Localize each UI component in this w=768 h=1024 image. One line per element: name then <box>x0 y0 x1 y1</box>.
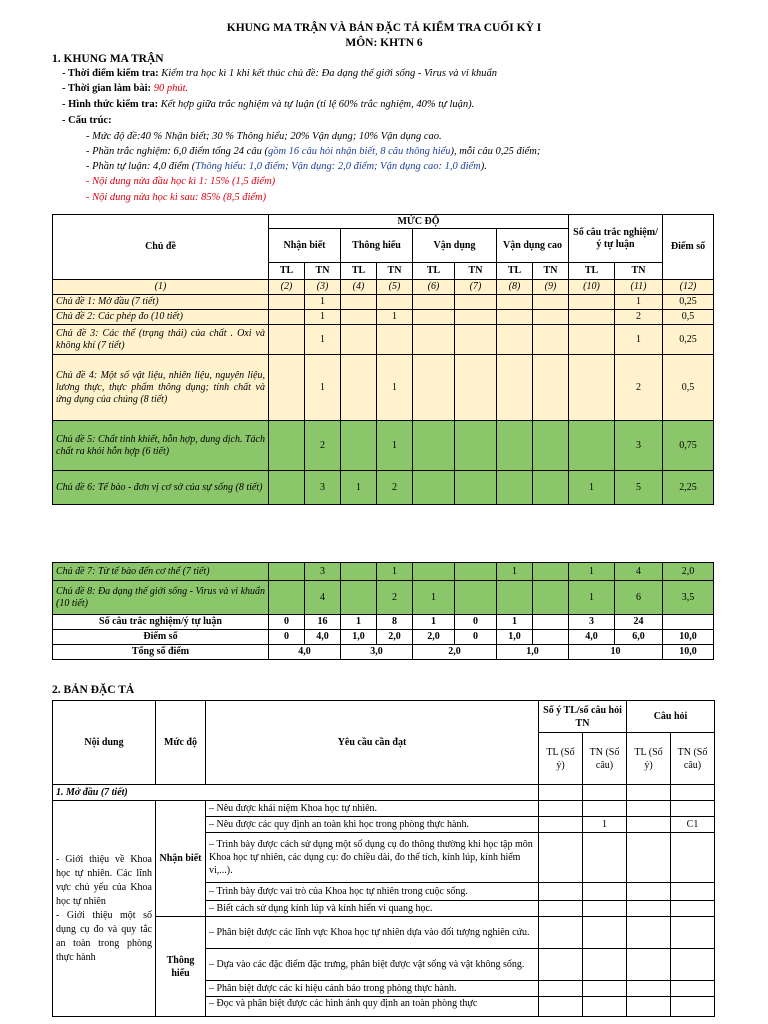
total-cell: 2,0 <box>413 645 497 660</box>
matrix-value-cell: 2,0 <box>663 563 714 581</box>
matrix-table-continued <box>52 562 714 660</box>
spec-table <box>52 700 715 1017</box>
tl-header: TL <box>341 263 377 280</box>
matrix-value-cell <box>413 355 455 421</box>
matrix-topic-row <box>53 355 714 421</box>
col-index: (5) <box>377 280 413 295</box>
spec-header-content: Nội dung <box>53 701 156 785</box>
matrix-topic-cell: Chủ đề 1: Mở đầu (7 tiết) <box>53 295 269 310</box>
exam-time-label: - Thời điểm kiểm tra: <box>62 68 159 79</box>
col-index: (6) <box>413 280 455 295</box>
matrix-value-cell: 3 <box>615 421 663 471</box>
matrix-value-cell <box>569 355 615 421</box>
spec-req: – Nêu được các quy định an toàn khi học trong phòng thực hành. <box>206 817 539 833</box>
matrix-value-cell <box>497 471 533 505</box>
matrix-header-score: Điểm số <box>663 215 714 280</box>
spec-level-nb: Nhận biết <box>156 801 206 917</box>
matrix-value-cell <box>413 471 455 505</box>
col-index: (7) <box>455 280 497 295</box>
sum-cell: 1 <box>413 615 455 630</box>
matrix-header-topic: Chủ đề <box>53 215 269 280</box>
matrix-topic-row <box>53 325 714 355</box>
spec-req: – Trình bày được vai trò của Khoa học tự nhiên trong cuộc sống. <box>206 883 539 901</box>
matrix-value-cell <box>269 295 305 310</box>
matrix-value-cell <box>569 421 615 471</box>
matrix-value-cell: 1 <box>497 563 533 581</box>
matrix-header-nb: Nhận biết <box>269 229 341 263</box>
matrix-value-cell: 1 <box>413 581 455 615</box>
spec-q: C1 <box>671 817 715 833</box>
spec-header-question: Câu hỏi <box>627 701 715 733</box>
spec-header-tl-question: TL (Số ý) <box>627 733 671 785</box>
col-index: (9) <box>533 280 569 295</box>
matrix-value-cell: 2 <box>305 421 341 471</box>
matrix-value-cell: 1 <box>305 295 341 310</box>
score-cell: 2,0 <box>377 630 413 645</box>
sum-score-label: Điểm số <box>53 630 269 645</box>
spec-header-tn: TN (Số câu) <box>583 733 627 785</box>
exam-time-value: Kiểm tra học kì 1 khi kết thúc chủ đề: Đa dạng thế giới sống - Virus và vi khuẩn <box>161 68 498 79</box>
spec-topic-1: 1. Mở đầu (7 tiết) <box>53 785 539 801</box>
matrix-topic-cell: Chủ đề 7: Từ tế bào đến cơ thể (7 tiết) <box>53 563 269 581</box>
matrix-value-cell <box>497 325 533 355</box>
matrix-value-cell: 0,25 <box>663 325 714 355</box>
matrix-value-cell <box>533 295 569 310</box>
matrix-value-cell: 1 <box>377 421 413 471</box>
matrix-value-cell <box>455 310 497 325</box>
matrix-value-cell: 4 <box>305 581 341 615</box>
spec-q <box>671 801 715 817</box>
matrix-value-cell <box>341 325 377 355</box>
score-cell: 0 <box>455 630 497 645</box>
matrix-value-cell: 1 <box>377 310 413 325</box>
matrix-value-cell <box>341 581 377 615</box>
essay-part-line <box>86 161 487 172</box>
total-cell: 10 <box>569 645 663 660</box>
total-row <box>53 645 714 660</box>
sum-count-row <box>53 615 714 630</box>
matrix-topic-cell: Chủ đề 4: Một số vật liệu, nhiên liệu, nguyên liệu, lương thực, thực phẩm thông dụng; tính chất và ứng dụng của chúng (8 tiết) <box>53 355 269 421</box>
section2-heading: 2. BẢN ĐẶC TẢ <box>52 684 135 696</box>
sum-cell: 16 <box>305 615 341 630</box>
col-index: (10) <box>569 280 615 295</box>
matrix-value-cell: 1 <box>615 325 663 355</box>
matrix-value-cell <box>413 325 455 355</box>
spec-tn <box>583 833 627 883</box>
matrix-value-cell <box>269 581 305 615</box>
spec-header-tl: TL (Số ý) <box>539 733 583 785</box>
matrix-value-cell: 1 <box>341 471 377 505</box>
matrix-value-cell: 0,25 <box>663 295 714 310</box>
format-line <box>62 99 474 110</box>
matrix-value-cell <box>497 581 533 615</box>
mc-part-c: ), mỗi câu 0,25 điểm; <box>450 146 541 157</box>
matrix-value-cell <box>497 355 533 421</box>
matrix-value-cell: 1 <box>305 325 341 355</box>
matrix-value-cell <box>569 325 615 355</box>
spec-q <box>671 833 715 883</box>
matrix-value-cell: 6 <box>615 581 663 615</box>
sum-cell: 1 <box>497 615 533 630</box>
matrix-value-cell: 1 <box>305 355 341 421</box>
structure-label: - Cấu trúc: <box>62 115 112 126</box>
tl-header: TL <box>497 263 533 280</box>
total-cell: 3,0 <box>341 645 413 660</box>
matrix-value-cell <box>533 355 569 421</box>
matrix-value-cell: 1 <box>377 563 413 581</box>
duration-label: - Thời gian làm bài: <box>62 83 152 94</box>
score-cell: 1,0 <box>497 630 533 645</box>
spec-req: – Phân biệt được các lĩnh vực Khoa học tự nhiên dựa vào đối tượng nghiên cứu. <box>206 917 539 949</box>
sum-cell: 3 <box>569 615 615 630</box>
matrix-value-cell <box>497 310 533 325</box>
exam-time-line <box>62 68 497 79</box>
matrix-value-cell <box>533 421 569 471</box>
spec-level-th: Thông hiểu <box>156 917 206 1017</box>
matrix-value-cell: 0,5 <box>663 355 714 421</box>
mc-part-b: gồm 16 câu hỏi nhận biết, 8 câu thông hiểu <box>267 146 451 157</box>
sum-cell <box>663 615 714 630</box>
score-cell: 4,0 <box>305 630 341 645</box>
score-cell: 10,0 <box>663 630 714 645</box>
matrix-value-cell: 1 <box>377 355 413 421</box>
matrix-value-cell: 2,25 <box>663 471 714 505</box>
matrix-value-cell: 2 <box>615 310 663 325</box>
spec-tn <box>583 801 627 817</box>
matrix-value-cell: 2 <box>377 471 413 505</box>
matrix-value-cell: 2 <box>615 355 663 421</box>
first-half-line: - Nội dung nửa đầu học kì 1: 15% (1,5 điểm) <box>86 176 276 187</box>
matrix-topic-cell: Chủ đề 3: Các thể (trạng thái) của chất . Oxi và không khí (7 tiết) <box>53 325 269 355</box>
matrix-value-cell: 0,75 <box>663 421 714 471</box>
sum-cell: 8 <box>377 615 413 630</box>
matrix-topic-cell: Chủ đề 2: Các phép đo (10 tiết) <box>53 310 269 325</box>
matrix-value-cell <box>413 310 455 325</box>
duration-value: 90 phút. <box>153 83 189 94</box>
duration-line <box>62 83 188 94</box>
format-label: - Hình thức kiểm tra: <box>62 99 159 110</box>
tn-header: TN <box>377 263 413 280</box>
matrix-value-cell: 1 <box>569 581 615 615</box>
second-half-line: - Nội dung nửa học kì sau: 85% (8,5 điểm) <box>86 192 267 203</box>
col-index: (4) <box>341 280 377 295</box>
spec-req: – Biết cách sử dụng kính lúp và kính hiển vi quang học. <box>206 901 539 917</box>
sum-count-label: Số câu trắc nghiệm/ý tự luận <box>53 615 269 630</box>
matrix-topic-row <box>53 471 714 505</box>
matrix-value-cell: 1 <box>305 310 341 325</box>
col-index: (12) <box>663 280 714 295</box>
tl-header: TL <box>413 263 455 280</box>
matrix-topic-row <box>53 581 714 615</box>
sum-cell: 0 <box>455 615 497 630</box>
tn-header: TN <box>533 263 569 280</box>
matrix-value-cell <box>533 563 569 581</box>
matrix-value-cell <box>269 421 305 471</box>
matrix-value-cell <box>341 355 377 421</box>
matrix-topic-cell: Chủ đề 5: Chất tinh khiết, hỗn hợp, dung dịch. Tách chất ra khỏi hỗn hợp (6 tiết) <box>53 421 269 471</box>
col-index: (11) <box>615 280 663 295</box>
matrix-value-cell <box>455 581 497 615</box>
matrix-value-cell <box>455 325 497 355</box>
matrix-header-vdc: Vận dụng cao <box>497 229 569 263</box>
matrix-value-cell: 5 <box>615 471 663 505</box>
matrix-value-cell <box>269 563 305 581</box>
sum-cell: 1 <box>341 615 377 630</box>
matrix-value-cell <box>377 295 413 310</box>
matrix-value-cell <box>455 563 497 581</box>
matrix-value-cell <box>377 325 413 355</box>
col-index: (8) <box>497 280 533 295</box>
essay-c: ). <box>480 161 487 172</box>
spec-req: – Nêu được khái niệm Khoa học tự nhiên. <box>206 801 539 817</box>
score-cell <box>533 630 569 645</box>
matrix-value-cell: 1 <box>569 471 615 505</box>
total-cell: 4,0 <box>269 645 341 660</box>
sum-cell <box>533 615 569 630</box>
matrix-value-cell: 0,5 <box>663 310 714 325</box>
subject-title: MÔN: KHTN 6 <box>345 37 423 49</box>
matrix-value-cell <box>413 421 455 471</box>
spec-header-tn-question: TN (Số câu) <box>671 733 715 785</box>
matrix-value-cell: 1 <box>569 563 615 581</box>
mc-part-line <box>86 146 540 157</box>
matrix-value-cell <box>341 295 377 310</box>
tn-header: TN <box>455 263 497 280</box>
matrix-value-cell <box>341 421 377 471</box>
matrix-value-cell <box>341 563 377 581</box>
matrix-value-cell <box>269 325 305 355</box>
format-value: Kết hợp giữa trắc nghiệm và tự luận (tỉ lệ 60% trắc nghiệm, 40% tự luận). <box>160 99 475 110</box>
column-index-row <box>53 280 714 295</box>
matrix-value-cell <box>569 295 615 310</box>
spec-req: – Đọc và phân biệt được các hình ảnh quy định an toàn phòng thực <box>206 997 539 1017</box>
score-cell: 2,0 <box>413 630 455 645</box>
total-label: Tổng số điểm <box>53 645 269 660</box>
tn-header: TN <box>305 263 341 280</box>
matrix-value-cell <box>455 355 497 421</box>
matrix-value-cell <box>455 295 497 310</box>
spec-header-requirement: Yêu cầu cần đạt <box>206 701 539 785</box>
matrix-topic-cell: Chủ đề 8: Đa dạng thế giới sống - Virus và vi khuẩn (10 tiết) <box>53 581 269 615</box>
matrix-topic-row <box>53 421 714 471</box>
matrix-topic-row <box>53 295 714 310</box>
sum-score-row <box>53 630 714 645</box>
matrix-value-cell <box>533 310 569 325</box>
matrix-topic-row <box>53 310 714 325</box>
matrix-value-cell: 3 <box>305 471 341 505</box>
score-cell: 1,0 <box>341 630 377 645</box>
sum-cell: 24 <box>615 615 663 630</box>
matrix-value-cell <box>269 355 305 421</box>
spec-tn: 1 <box>583 817 627 833</box>
matrix-topic-row <box>53 563 714 581</box>
spec-req: – Dựa vào các đặc điểm đặc trưng, phân biệt được vật sống và vật không sống. <box>206 949 539 981</box>
document-title: KHUNG MA TRẬN VÀ BẢN ĐẶC TẢ KIỂM TRA CUỐI KỲ I <box>226 22 542 34</box>
matrix-value-cell <box>269 471 305 505</box>
matrix-header-vd: Vận dụng <box>413 229 497 263</box>
matrix-value-cell <box>497 421 533 471</box>
matrix-value-cell <box>455 421 497 471</box>
mc-part-a: - Phần trắc nghiệm: 6,0 điểm tổng 24 câu ( <box>86 146 268 157</box>
matrix-value-cell: 2 <box>377 581 413 615</box>
spec-header-count: Số ý TL/số câu hỏi TN <box>539 701 627 733</box>
matrix-value-cell: 4 <box>615 563 663 581</box>
matrix-value-cell: 1 <box>615 295 663 310</box>
col-index: (3) <box>305 280 341 295</box>
col-index: (1) <box>53 280 269 295</box>
tl-header: TL <box>569 263 615 280</box>
score-cell: 6,0 <box>615 630 663 645</box>
matrix-table <box>52 214 714 505</box>
score-cell: 4,0 <box>569 630 615 645</box>
tn-header: TN <box>615 263 663 280</box>
matrix-value-cell <box>413 295 455 310</box>
col-index: (2) <box>269 280 305 295</box>
matrix-value-cell <box>455 471 497 505</box>
essay-b: Thông hiểu: 1,0 điểm; Vận dụng: 2,0 điểm; Vận dụng cao: 1,0 điểm <box>195 161 481 172</box>
essay-a: - Phần tự luận: 4,0 điểm ( <box>86 161 196 172</box>
matrix-topic-cell: Chủ đề 6: Tế bào - đơn vị cơ sở của sự sống (8 tiết) <box>53 471 269 505</box>
total-cell: 10,0 <box>663 645 714 660</box>
matrix-value-cell <box>341 310 377 325</box>
score-cell: 0 <box>269 630 305 645</box>
tl-header: TL <box>269 263 305 280</box>
matrix-value-cell: 3,5 <box>663 581 714 615</box>
matrix-header-level: MỨC ĐỘ <box>269 215 569 229</box>
section1-heading: 1. KHUNG MA TRẬN <box>52 53 164 65</box>
matrix-value-cell <box>497 295 533 310</box>
spec-req: – Trình bày được cách sử dụng một số dụng cụ đo thông thường khi học tập môn Khoa học tự nhiên, các dụng cụ: đo chiều dài, đo thể tích, kính lúp, kính hiểm vi,...). <box>206 833 539 883</box>
levels-line: - Mức độ đề:40 % Nhận biết; 30 % Thông hiểu; 20% Vận dụng; 10% Vận dụng cao. <box>86 131 442 142</box>
matrix-value-cell <box>533 581 569 615</box>
total-cell: 1,0 <box>497 645 569 660</box>
spec-content-cell: - Giới thiệu về Khoa học tự nhiên. Các lĩnh vực chủ yếu của Khoa học tự nhiên - Giới thiệu một số dụng cụ đo và quy tắc an toàn trong phòng thực hành <box>53 801 156 1017</box>
matrix-value-cell <box>269 310 305 325</box>
matrix-value-cell: 3 <box>305 563 341 581</box>
sum-cell: 0 <box>269 615 305 630</box>
matrix-value-cell <box>533 471 569 505</box>
matrix-value-cell <box>569 310 615 325</box>
matrix-value-cell <box>533 325 569 355</box>
matrix-value-cell <box>413 563 455 581</box>
spec-header-level: Mức độ <box>156 701 206 785</box>
matrix-header-count: Số câu trắc nghiệm/ý tự luận <box>569 215 663 263</box>
matrix-header-th: Thông hiểu <box>341 229 413 263</box>
spec-req: – Phân biệt được các kí hiệu cảnh báo trong phòng thực hành. <box>206 981 539 997</box>
